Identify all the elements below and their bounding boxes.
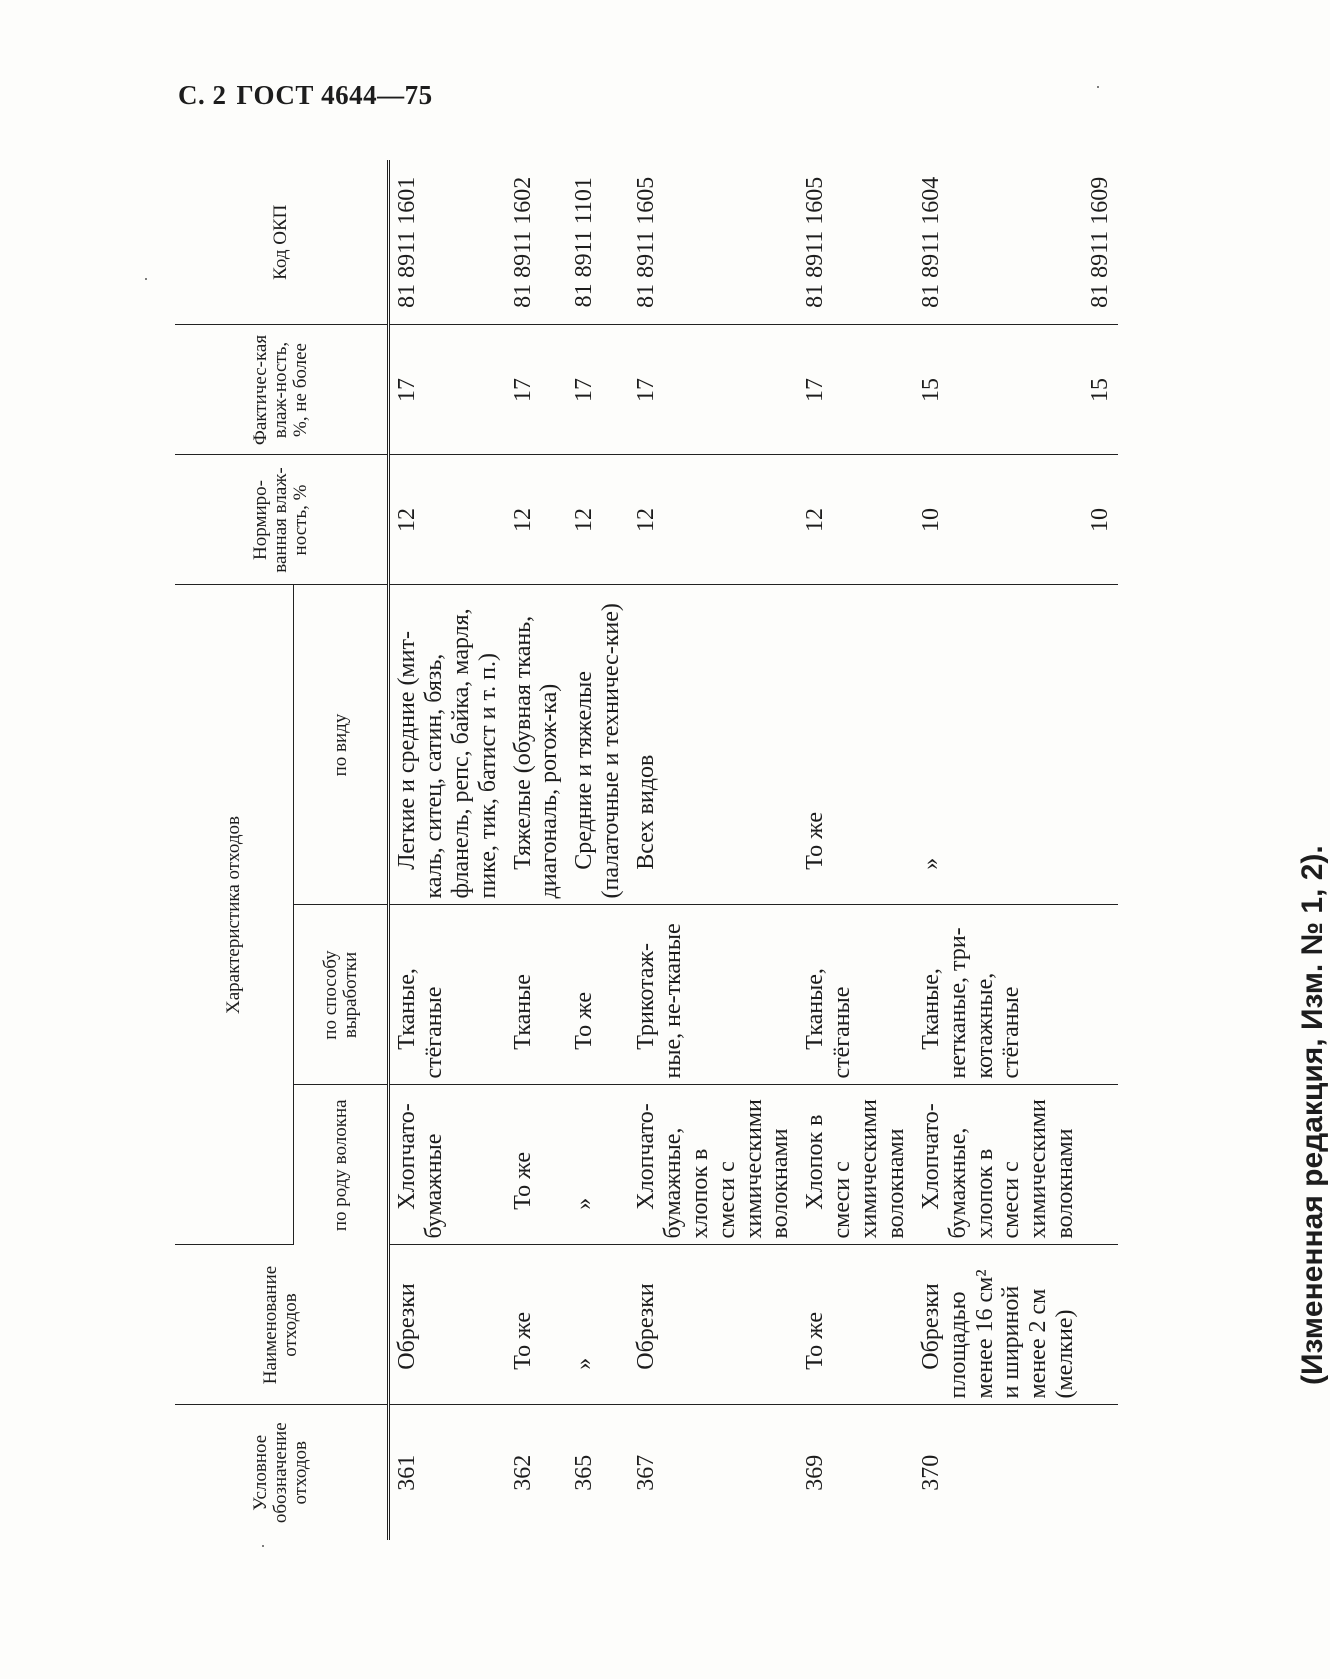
cell-name [1083,1245,1118,1405]
cell-norm: 12 [506,455,568,585]
cell-norm: 10 [1083,455,1118,585]
cell-type: Средние и тяжелые (палаточные и техничес-кие) [567,585,629,905]
cell-code: 362 [509,1454,536,1491]
cell-okp: 81 8911 1602 [506,160,568,325]
cell-type: » [914,585,1083,905]
cell-fact: 15 [1083,325,1118,455]
cell-code: 361 [389,1405,506,1540]
cell-okp: 81 8911 1605 [798,160,914,325]
table-row [629,160,798,1540]
cell-type: Всех видов [629,585,798,905]
cell-type [1083,585,1118,905]
cell-fiber: Хлопчато-бумажные, хлопок в смеси с химическими волокнами [914,1085,1083,1245]
page-number: С. 2 [178,80,227,110]
cell-type: Тяжелые (обувная ткань, диагональ, рогож-ка) [506,585,568,905]
waste-table [175,160,1118,1540]
cell-okp: 81 8911 1609 [1083,160,1118,325]
cell-fiber: Хлопок в смеси с химическими волокнами [798,1085,914,1245]
table-row [567,160,629,1540]
header-code: Условное обозначение отходов [175,1405,389,1540]
cell-norm: 12 [567,455,629,585]
header-fiber: по роду волокна [294,1085,389,1245]
cell-okp: 81 8911 1604 [914,160,1083,325]
scan-speck [262,1545,264,1547]
cell-fiber: » [567,1085,629,1245]
header-name: Наименование отходов [175,1245,389,1405]
cell-code: 370 [917,1454,944,1491]
cell-fact: 17 [567,325,629,455]
waste-table-container [175,160,1113,1540]
cell-method: Тканые, нетканые, три-котажные, стёганые [914,905,1083,1085]
cell-okp: 81 8911 1605 [629,160,798,325]
header-group: Характеристика отходов [175,585,294,1245]
cell-okp: 81 8911 1101 [567,160,629,325]
cell-fact: 17 [629,325,798,455]
amendment-note: (Измененная редакция, Изм. № 1, 2). [1296,845,1329,1385]
cell-name: » [567,1245,629,1405]
cell-fiber: Хлопчато-бумажные [389,1085,506,1245]
cell-code: 367 [633,1454,659,1491]
cell-method [1083,905,1118,1085]
header-fact: Фактичес-кая влаж-ность, %, не более [175,325,389,455]
cell-type: То же [798,585,914,905]
cell-okp: 81 8911 1601 [389,160,506,325]
cell-method: Трикотаж-ные, не-тканые [629,905,798,1085]
cell-name: То же [506,1245,568,1405]
page-header [178,80,443,111]
cell-code [1083,1405,1118,1540]
cell-method: Тканые, стёганые [798,905,914,1085]
cell-method: Тканые [506,905,568,1085]
header-norm: Нормиро-ванная влаж-ность, % [175,455,389,585]
cell-norm: 12 [798,455,914,585]
cell-name: Обрезки [629,1245,798,1405]
cell-method: Тканые, стёганые [389,905,506,1085]
table-row [389,160,506,1540]
cell-fact: 17 [506,325,568,455]
table-body [389,160,1118,1540]
cell-norm: 10 [914,455,1083,585]
cell-name: Обрезки площадью менее 16 см² и шириной менее 2 см (мелкие) [914,1245,1083,1405]
cell-name: Обрезки [389,1245,506,1405]
header-okp: Код ОКП [175,160,389,325]
cell-fact: 17 [798,325,914,455]
table-row [914,160,1083,1540]
cell-fiber: То же [506,1085,568,1245]
table-row [1083,160,1118,1540]
cell-code: 369 [802,1454,829,1491]
cell-norm: 12 [389,455,506,585]
table-row [798,160,914,1540]
cell-fiber [1083,1085,1118,1245]
cell-method: То же [567,905,629,1085]
cell-norm: 12 [629,455,798,585]
cell-fact: 17 [389,325,506,455]
cell-name: То же [798,1245,914,1405]
cell-fiber: Хлопчато-бумажные, хлопок в смеси с химическими волокнами [629,1085,798,1245]
cell-code: 365 [571,1454,598,1491]
header-method: по способу выработки [294,905,389,1085]
cell-fact: 15 [914,325,1083,455]
scan-speck [1097,86,1099,88]
header-type: по виду [294,585,389,905]
cell-type: Легкие и средние (мит-каль, ситец, сатин, бязь, фланель, репс, байка, марля, пике, тик, батист и т. п.) [389,585,506,905]
standard-title: ГОСТ 4644—75 [236,80,433,110]
scan-speck [145,278,147,280]
table-row [506,160,568,1540]
